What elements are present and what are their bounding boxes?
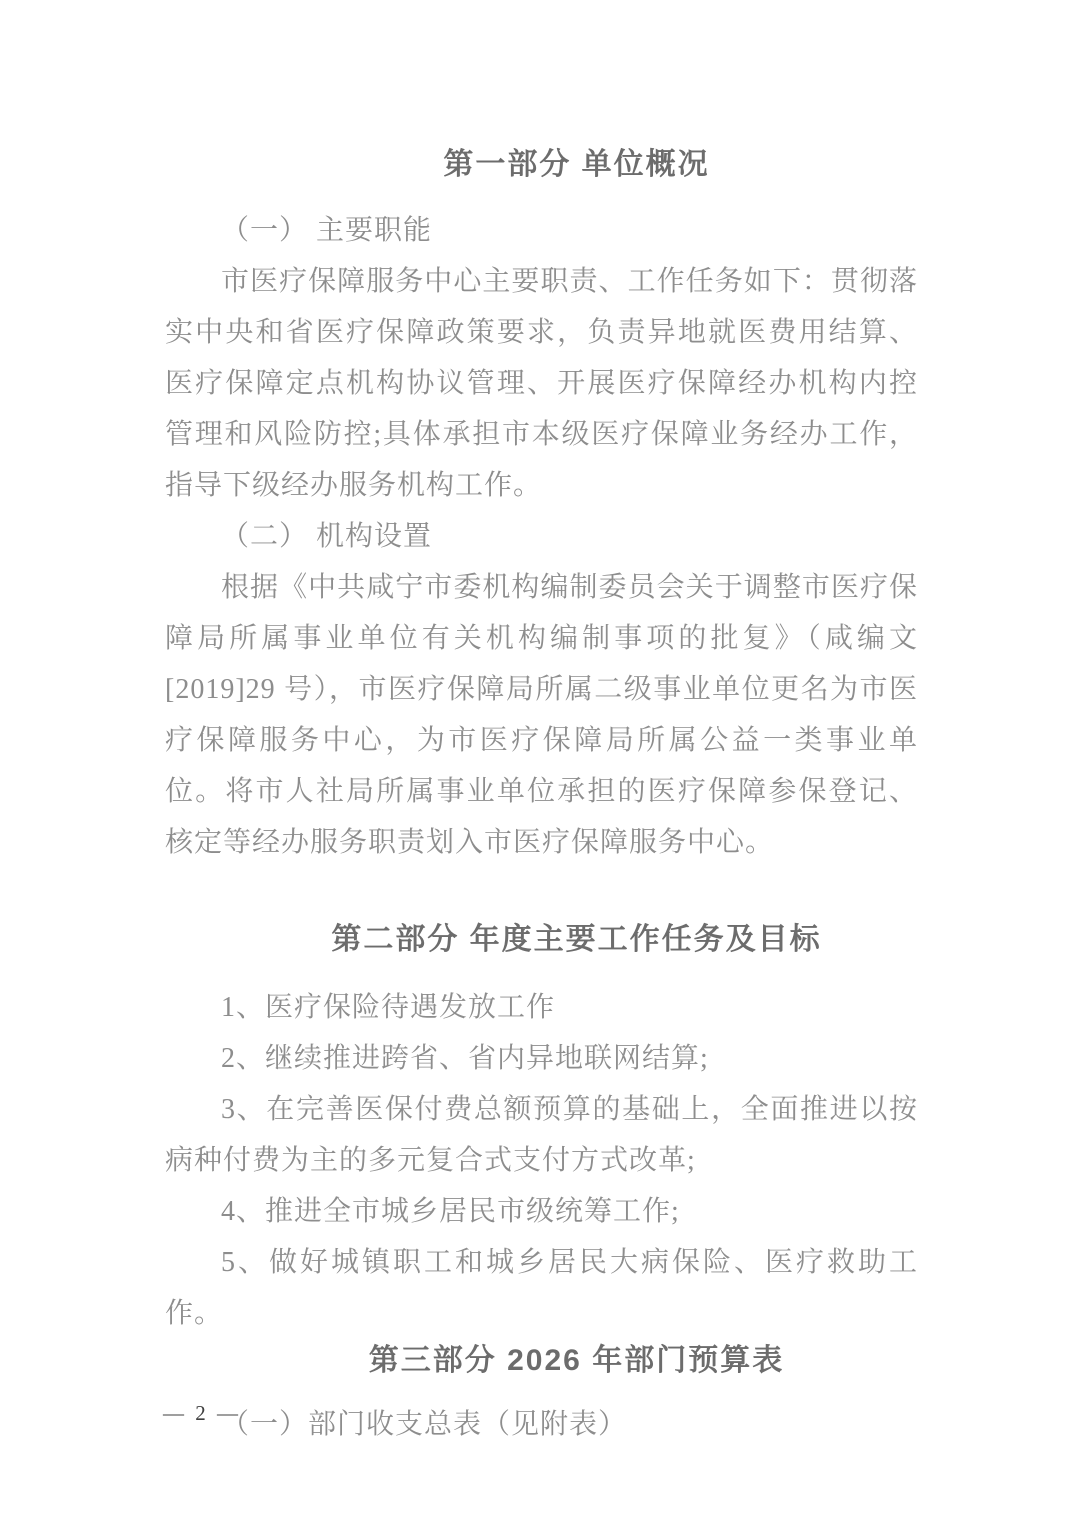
section-title: 第二部分 年度主要工作任务及目标 <box>331 923 822 956</box>
subheading: （一）部门收支总表（见附表） <box>221 1409 628 1440</box>
section-title: 第三部分 2026 年部门预算表 <box>368 1344 785 1377</box>
document-section <box>165 145 918 868</box>
body-paragraph: 4、推进全市城乡居民市级统筹工作; <box>221 1196 680 1227</box>
subheading: （二） 机构设置 <box>221 521 433 552</box>
body-paragraph: 市医疗保障服务中心主要职责、工作任务如下：贯彻落实中央和省医疗保障政策要求，负责异地就医费用结算、医疗保障定点机构协议管理、开展医疗保障经办机构内控管理和风险防控;具体承担市本级医疗保障业务经办工作，指导下级经办服务机构工作。 <box>165 266 918 501</box>
body-paragraph: 根据《中共咸宁市委机构编制委员会关于调整市医疗保障局所属事业单位有关机构编制事项的批复》（咸编文[2019]29 号），市医疗保障局所属二级事业单位更名为市医疗保障服务中心，为市医疗保障局所属公益一类事业单位。将市人社局所属事业单位承担的医疗保障参保登记、核定等经办服务职责划入市医疗保障服务中心。 <box>165 572 918 858</box>
document-body <box>165 145 918 1450</box>
document-section <box>165 920 918 1339</box>
document-section <box>165 1341 918 1450</box>
body-paragraph: 3、在完善医保付费总额预算的基础上，全面推进以按病种付费为主的多元复合式支付方式改革; <box>165 1094 918 1176</box>
page-number: — 2 — <box>163 1401 241 1425</box>
body-paragraph: 5、做好城镇职工和城乡居民大病保险、医疗救助工作。 <box>165 1247 918 1329</box>
body-paragraph: 1、医疗保险待遇发放工作 <box>221 992 556 1023</box>
section-title: 第一部分 单位概况 <box>443 148 710 181</box>
body-paragraph: 2、继续推进跨省、省内异地联网结算; <box>221 1043 709 1074</box>
subheading: （一） 主要职能 <box>221 215 433 246</box>
